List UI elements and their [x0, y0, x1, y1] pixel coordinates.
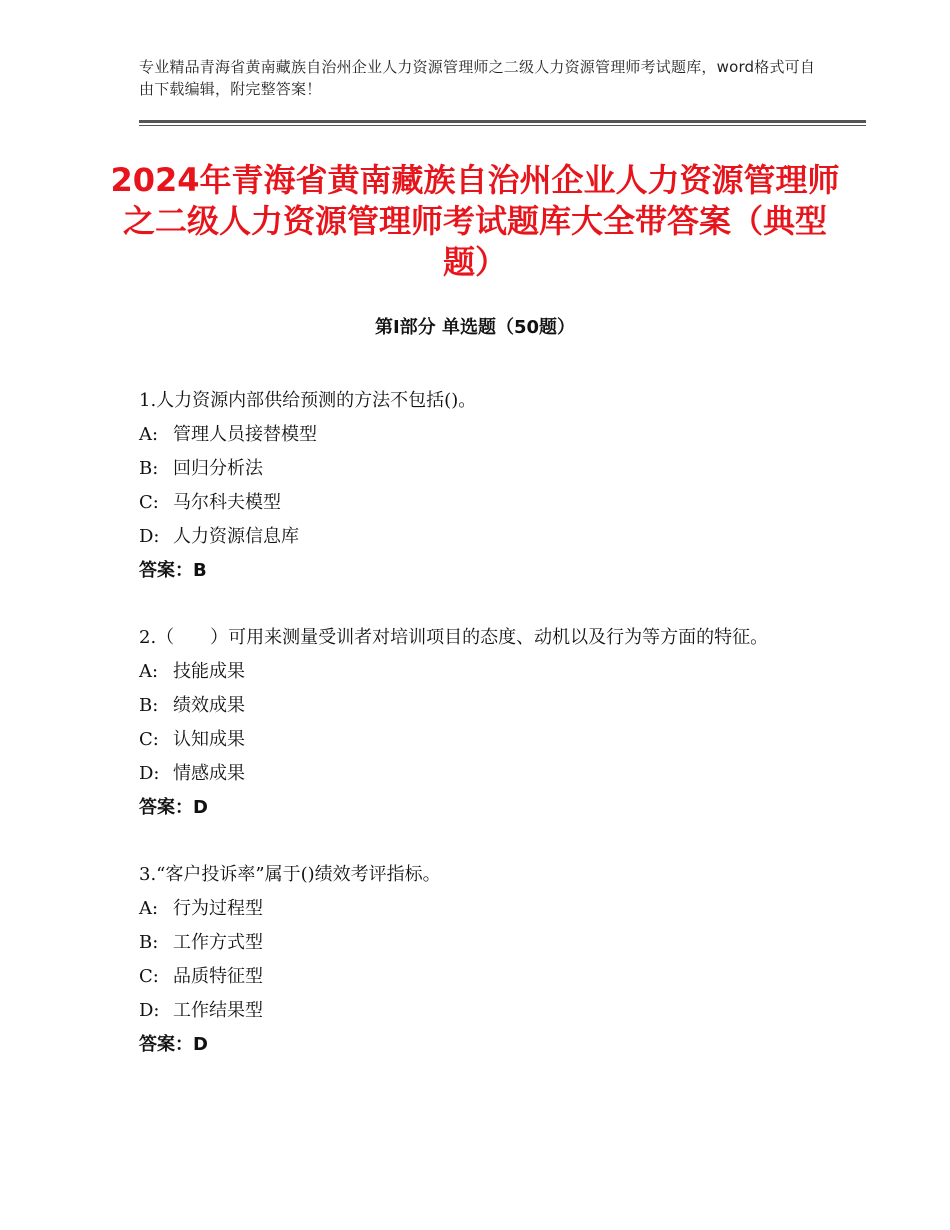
header-note: 专业精品青海省黄南藏族自治州企业人力资源管理师之二级人力资源管理师考试题库，word格式可自由下载编辑，附完整答案！ — [139, 58, 816, 98]
option-letter: A: — [139, 661, 159, 682]
header-divider-thin — [139, 125, 866, 126]
option-a — [139, 655, 819, 689]
option-d — [139, 520, 819, 554]
option-text: 管理人员接替模型 — [173, 424, 317, 445]
option-text: 技能成果 — [173, 661, 245, 682]
question-1 — [139, 384, 819, 588]
option-text: 工作方式型 — [173, 932, 263, 953]
document-title: 2024年青海省黄南藏族自治州企业人力资源管理师之二级人力资源管理师考试题库大全带答案（典型题） — [110, 161, 840, 281]
option-text: 工作结果型 — [173, 1000, 263, 1021]
option-letter: C: — [139, 729, 159, 750]
question-list — [139, 384, 819, 1095]
option-letter: C: — [139, 966, 159, 987]
option-text: 认知成果 — [173, 729, 245, 750]
option-letter: D: — [139, 763, 160, 784]
option-letter: B: — [139, 458, 159, 479]
question-stem: 2.（ ）可用来测量受训者对培训项目的态度、动机以及行为等方面的特征。 — [139, 627, 769, 648]
option-letter: D: — [139, 1000, 160, 1021]
option-d — [139, 994, 819, 1028]
option-a — [139, 892, 819, 926]
option-text: 绩效成果 — [173, 695, 245, 716]
option-c — [139, 960, 819, 994]
option-text: 马尔科夫模型 — [173, 492, 281, 513]
option-letter: D: — [139, 526, 160, 547]
section-heading: 第Ⅰ部分 单选题（50题） — [374, 317, 575, 338]
answer-line: 答案：D — [139, 1034, 208, 1055]
option-letter: B: — [139, 695, 159, 716]
answer-line: 答案：D — [139, 797, 208, 818]
option-a — [139, 418, 819, 452]
option-text: 情感成果 — [173, 763, 245, 784]
option-letter: C: — [139, 492, 159, 513]
header-divider — [139, 120, 866, 123]
option-text: 行为过程型 — [173, 898, 263, 919]
option-b — [139, 452, 819, 486]
question-2 — [139, 621, 819, 825]
option-b — [139, 689, 819, 723]
option-c — [139, 486, 819, 520]
option-d — [139, 757, 819, 791]
question-stem: 1.人力资源内部供给预测的方法不包括()。 — [139, 390, 477, 411]
option-text: 品质特征型 — [173, 966, 263, 987]
question-3 — [139, 858, 819, 1062]
option-b — [139, 926, 819, 960]
option-text: 回归分析法 — [173, 458, 263, 479]
question-stem: 3.“客户投诉率”属于()绩效考评指标。 — [139, 864, 441, 885]
option-text: 人力资源信息库 — [173, 526, 299, 547]
answer-line: 答案：B — [139, 560, 207, 581]
option-letter: A: — [139, 898, 159, 919]
option-c — [139, 723, 819, 757]
option-letter: B: — [139, 932, 159, 953]
option-letter: A: — [139, 424, 159, 445]
